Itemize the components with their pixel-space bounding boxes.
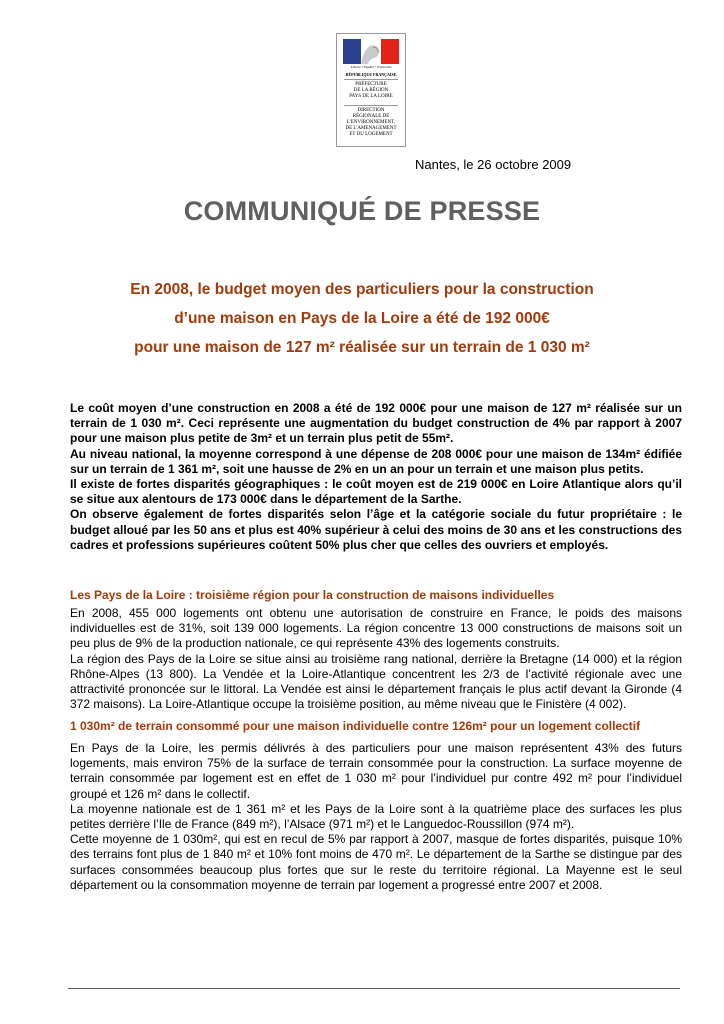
page-title: COMMUNIQUÉ DE PRESSE	[183, 196, 541, 226]
direction-label: DIRECTION RÉGIONALE DE L'ENVIRONNEMENT, DE L'AMENAGEMENT ET DU LOGEMENT	[345, 108, 397, 137]
body-paragraph: La région des Pays de la Loire se situe ainsi au troisième rang national, derrière la Bretagne (14 000) et la région Rhône-Alpes (13 800). La Vendée et la Loire-Atlantique concentrent les 2/3 de l’activité régionale avec une attractivité prononcée sur le littoral. La Vendée est ainsi le département français le plus actif devant la Gironde (4 372 maisons). La Loire-Atlantique occupe la troisième position, au même niveau que le Finistère (4 002).	[70, 651, 682, 712]
lead-text: Il existe de fortes disparités géographiques : le coût moyen est de 219 000€ en Loire Atlantique alors qu’il se situe aux alentours de 173 000€ dans le département de la Sarthe.	[70, 477, 682, 507]
republic-label: RÉPUBLIQUE FRANÇAISE	[345, 72, 397, 77]
prefecture-label: PRÉFECTURE DE LA RÉGION PAYS DE LA LOIRE	[349, 82, 393, 99]
section-heading: Les Pays de la Loire : troisième région pour la construction de maisons individuelles	[70, 588, 555, 602]
footer-divider	[68, 988, 680, 989]
prefecture-logo	[336, 33, 406, 147]
lead-text: Le coût moyen d’une construction en 2008 a été de 192 000€ pour une maison de 127 m² réalisée sur un terrain de 1 030 m². Ceci représente une augmentation du budget construction de 4% par rapport à 2007 pour une maison plus petite de 3m² et un terrain plus petit de 55m².	[70, 401, 682, 446]
lead-paragraph	[70, 401, 682, 553]
headline-line: pour une maison de 127 m² réalisée sur un terrain de 1 030 m²	[134, 339, 590, 356]
motto-text: Liberté • Égalité • Fraternité	[350, 65, 392, 69]
logo-divider	[344, 105, 398, 106]
headline	[60, 275, 664, 362]
section-heading: 1 030m² de terrain consommé pour une maison individuelle contre 126m² pour un logement collectif	[70, 719, 641, 733]
body-paragraph: La moyenne nationale est de 1 361 m² et les Pays de la Loire sont à la quatrième place des surfaces les plus petites derrière l’Ile de France (849 m²), l’Alsace (971 m²) et le Languedoc-Roussillon (974 m²).	[70, 801, 682, 832]
date-line: Nantes, le 26 octobre 2009	[415, 157, 572, 172]
logo-divider	[344, 79, 398, 80]
section-body	[70, 741, 682, 893]
lead-text: On observe également de fortes disparités selon l’âge et la catégorie sociale du futur propriétaire : le budget alloué par les 50 ans et plus est 40% supérieur à celui des moins de 30 ans et les constructions des cadres et professions supérieures coûtent 50% plus cher que celles des ouvriers et employés.	[70, 507, 682, 552]
body-paragraph: Cette moyenne de 1 030m², qui est en recul de 5% par rapport à 2007, masque de fortes disparités, puisque 10% des terrains font plus de 1 840 m² et 10% font moins de 470 m². Le département de la Sarthe se distingue par des surfaces consommées beaucoup plus fortes que sur le reste du territoire régional. La Mayenne est le seul département ou la consommation moyenne de terrain par logement a progressé entre 2007 et 2008.	[70, 832, 682, 892]
marianne-emblem-icon	[343, 39, 399, 64]
section-body	[70, 606, 682, 712]
body-paragraph: En Pays de la Loire, les permis délivrés à des particuliers pour une maison représentent 43% des futurs logements, mais environ 75% de la surface de terrain consommée pour la construction. La surface moyenne de terrain consommée par logement est en effet de 1 030 m² pour l’individuel pur contre 492 m² pour l’individuel groupé et 126 m² dans le collectif.	[70, 741, 682, 801]
headline-line: En 2008, le budget moyen des particuliers pour la construction	[130, 281, 594, 298]
body-paragraph: En 2008, 455 000 logements ont obtenu une autorisation de construire en France, le poids des maisons individuelles est de 31%, soit 139 000 logements. La région concentre 13 000 constructions de maisons soit un peu plus de 9% de la production nationale, ce qui représente 43% des logements construits.	[70, 606, 682, 651]
headline-line: d’une maison en Pays de la Loire a été de 192 000€	[174, 310, 550, 327]
lead-text: Au niveau national, la moyenne correspond à une dépense de 208 000€ pour une maison de 134m² édifiée sur un terrain de 1 361 m², soit une hausse de 2% en un an pour un terrain et une maison plus petits.	[70, 446, 682, 476]
